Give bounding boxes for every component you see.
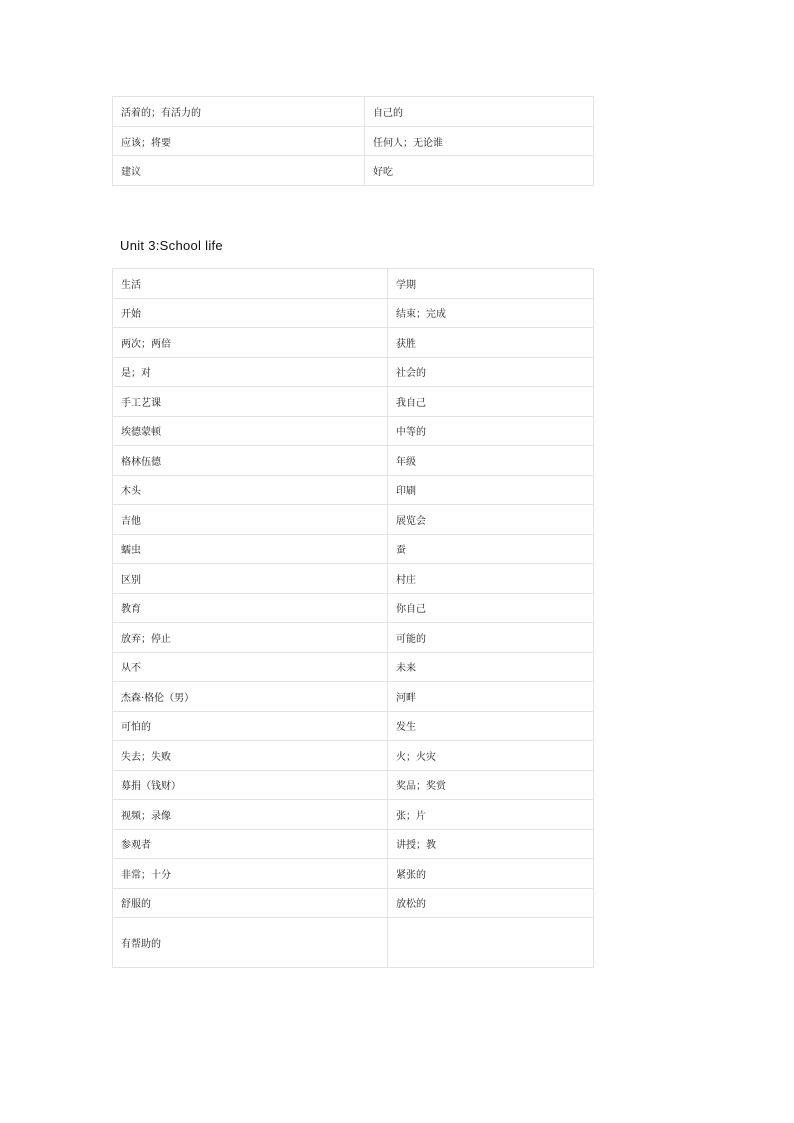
table-cell: 中等的 xyxy=(388,416,594,446)
table-row xyxy=(113,623,594,653)
table-cell: 讲授；教 xyxy=(388,829,594,859)
table-cell: 自己的 xyxy=(365,97,594,127)
table-cell: 任何人；无论谁 xyxy=(365,126,594,156)
table-cell: 印刷 xyxy=(388,475,594,505)
table-row xyxy=(113,446,594,476)
table-cell: 奖品；奖赏 xyxy=(388,770,594,800)
table-cell: 社会的 xyxy=(388,357,594,387)
table-cell: 埃德蒙顿 xyxy=(113,416,388,446)
table-row xyxy=(113,156,594,186)
table-row xyxy=(113,829,594,859)
table-row xyxy=(113,97,594,127)
table-cell: 格林伍德 xyxy=(113,446,388,476)
table-row xyxy=(113,269,594,299)
table-row xyxy=(113,888,594,918)
table-cell: 放弃；停止 xyxy=(113,623,388,653)
table-row xyxy=(113,357,594,387)
table-cell: 学期 xyxy=(388,269,594,299)
table-cell: 活着的；有活力的 xyxy=(113,97,365,127)
unit-heading: Unit 3:School life xyxy=(120,238,223,253)
table-row xyxy=(113,711,594,741)
table-row xyxy=(113,534,594,564)
table-cell: 结束；完成 xyxy=(388,298,594,328)
table-cell: 蠕虫 xyxy=(113,534,388,564)
table-cell: 是；对 xyxy=(113,357,388,387)
table-row xyxy=(113,387,594,417)
table-cell: 手工艺课 xyxy=(113,387,388,417)
vocab-table-1 xyxy=(112,96,594,186)
table-cell: 两次；两倍 xyxy=(113,328,388,358)
table-cell xyxy=(388,918,594,968)
table-cell: 应该；将要 xyxy=(113,126,365,156)
table-cell: 发生 xyxy=(388,711,594,741)
table-row xyxy=(113,652,594,682)
table-row xyxy=(113,800,594,830)
table-cell: 非常；十分 xyxy=(113,859,388,889)
table-row xyxy=(113,741,594,771)
table-row xyxy=(113,682,594,712)
table-cell: 从不 xyxy=(113,652,388,682)
table-cell: 募捐（钱财） xyxy=(113,770,388,800)
table-cell: 我自己 xyxy=(388,387,594,417)
table-cell: 参观者 xyxy=(113,829,388,859)
table-row xyxy=(113,505,594,535)
table-row xyxy=(113,770,594,800)
table-cell: 蚕 xyxy=(388,534,594,564)
table-row xyxy=(113,918,594,968)
table-row xyxy=(113,593,594,623)
table-cell: 村庄 xyxy=(388,564,594,594)
table-cell: 舒服的 xyxy=(113,888,388,918)
table-cell: 教育 xyxy=(113,593,388,623)
table-cell: 放松的 xyxy=(388,888,594,918)
table-cell: 有帮助的 xyxy=(113,918,388,968)
table-cell: 紧张的 xyxy=(388,859,594,889)
table-cell: 展览会 xyxy=(388,505,594,535)
table-cell: 年级 xyxy=(388,446,594,476)
table-cell: 未来 xyxy=(388,652,594,682)
table-cell: 开始 xyxy=(113,298,388,328)
table-row xyxy=(113,328,594,358)
table-cell: 火；火灾 xyxy=(388,741,594,771)
table-cell: 建议 xyxy=(113,156,365,186)
table-cell: 可能的 xyxy=(388,623,594,653)
table-cell: 好吃 xyxy=(365,156,594,186)
table-cell: 区别 xyxy=(113,564,388,594)
table-cell: 张；片 xyxy=(388,800,594,830)
table-cell: 视频；录像 xyxy=(113,800,388,830)
table-cell: 获胜 xyxy=(388,328,594,358)
table-cell: 河畔 xyxy=(388,682,594,712)
table-row xyxy=(113,126,594,156)
table-row xyxy=(113,564,594,594)
table-cell: 可怕的 xyxy=(113,711,388,741)
table-cell: 杰森·格伦（男） xyxy=(113,682,388,712)
vocab-table-unit3 xyxy=(112,268,594,968)
table-cell: 吉他 xyxy=(113,505,388,535)
table-cell: 生活 xyxy=(113,269,388,299)
table-cell: 木头 xyxy=(113,475,388,505)
table-row xyxy=(113,859,594,889)
table-cell: 你自己 xyxy=(388,593,594,623)
table-cell: 失去；失败 xyxy=(113,741,388,771)
table-row xyxy=(113,416,594,446)
table-row xyxy=(113,475,594,505)
table-row xyxy=(113,298,594,328)
